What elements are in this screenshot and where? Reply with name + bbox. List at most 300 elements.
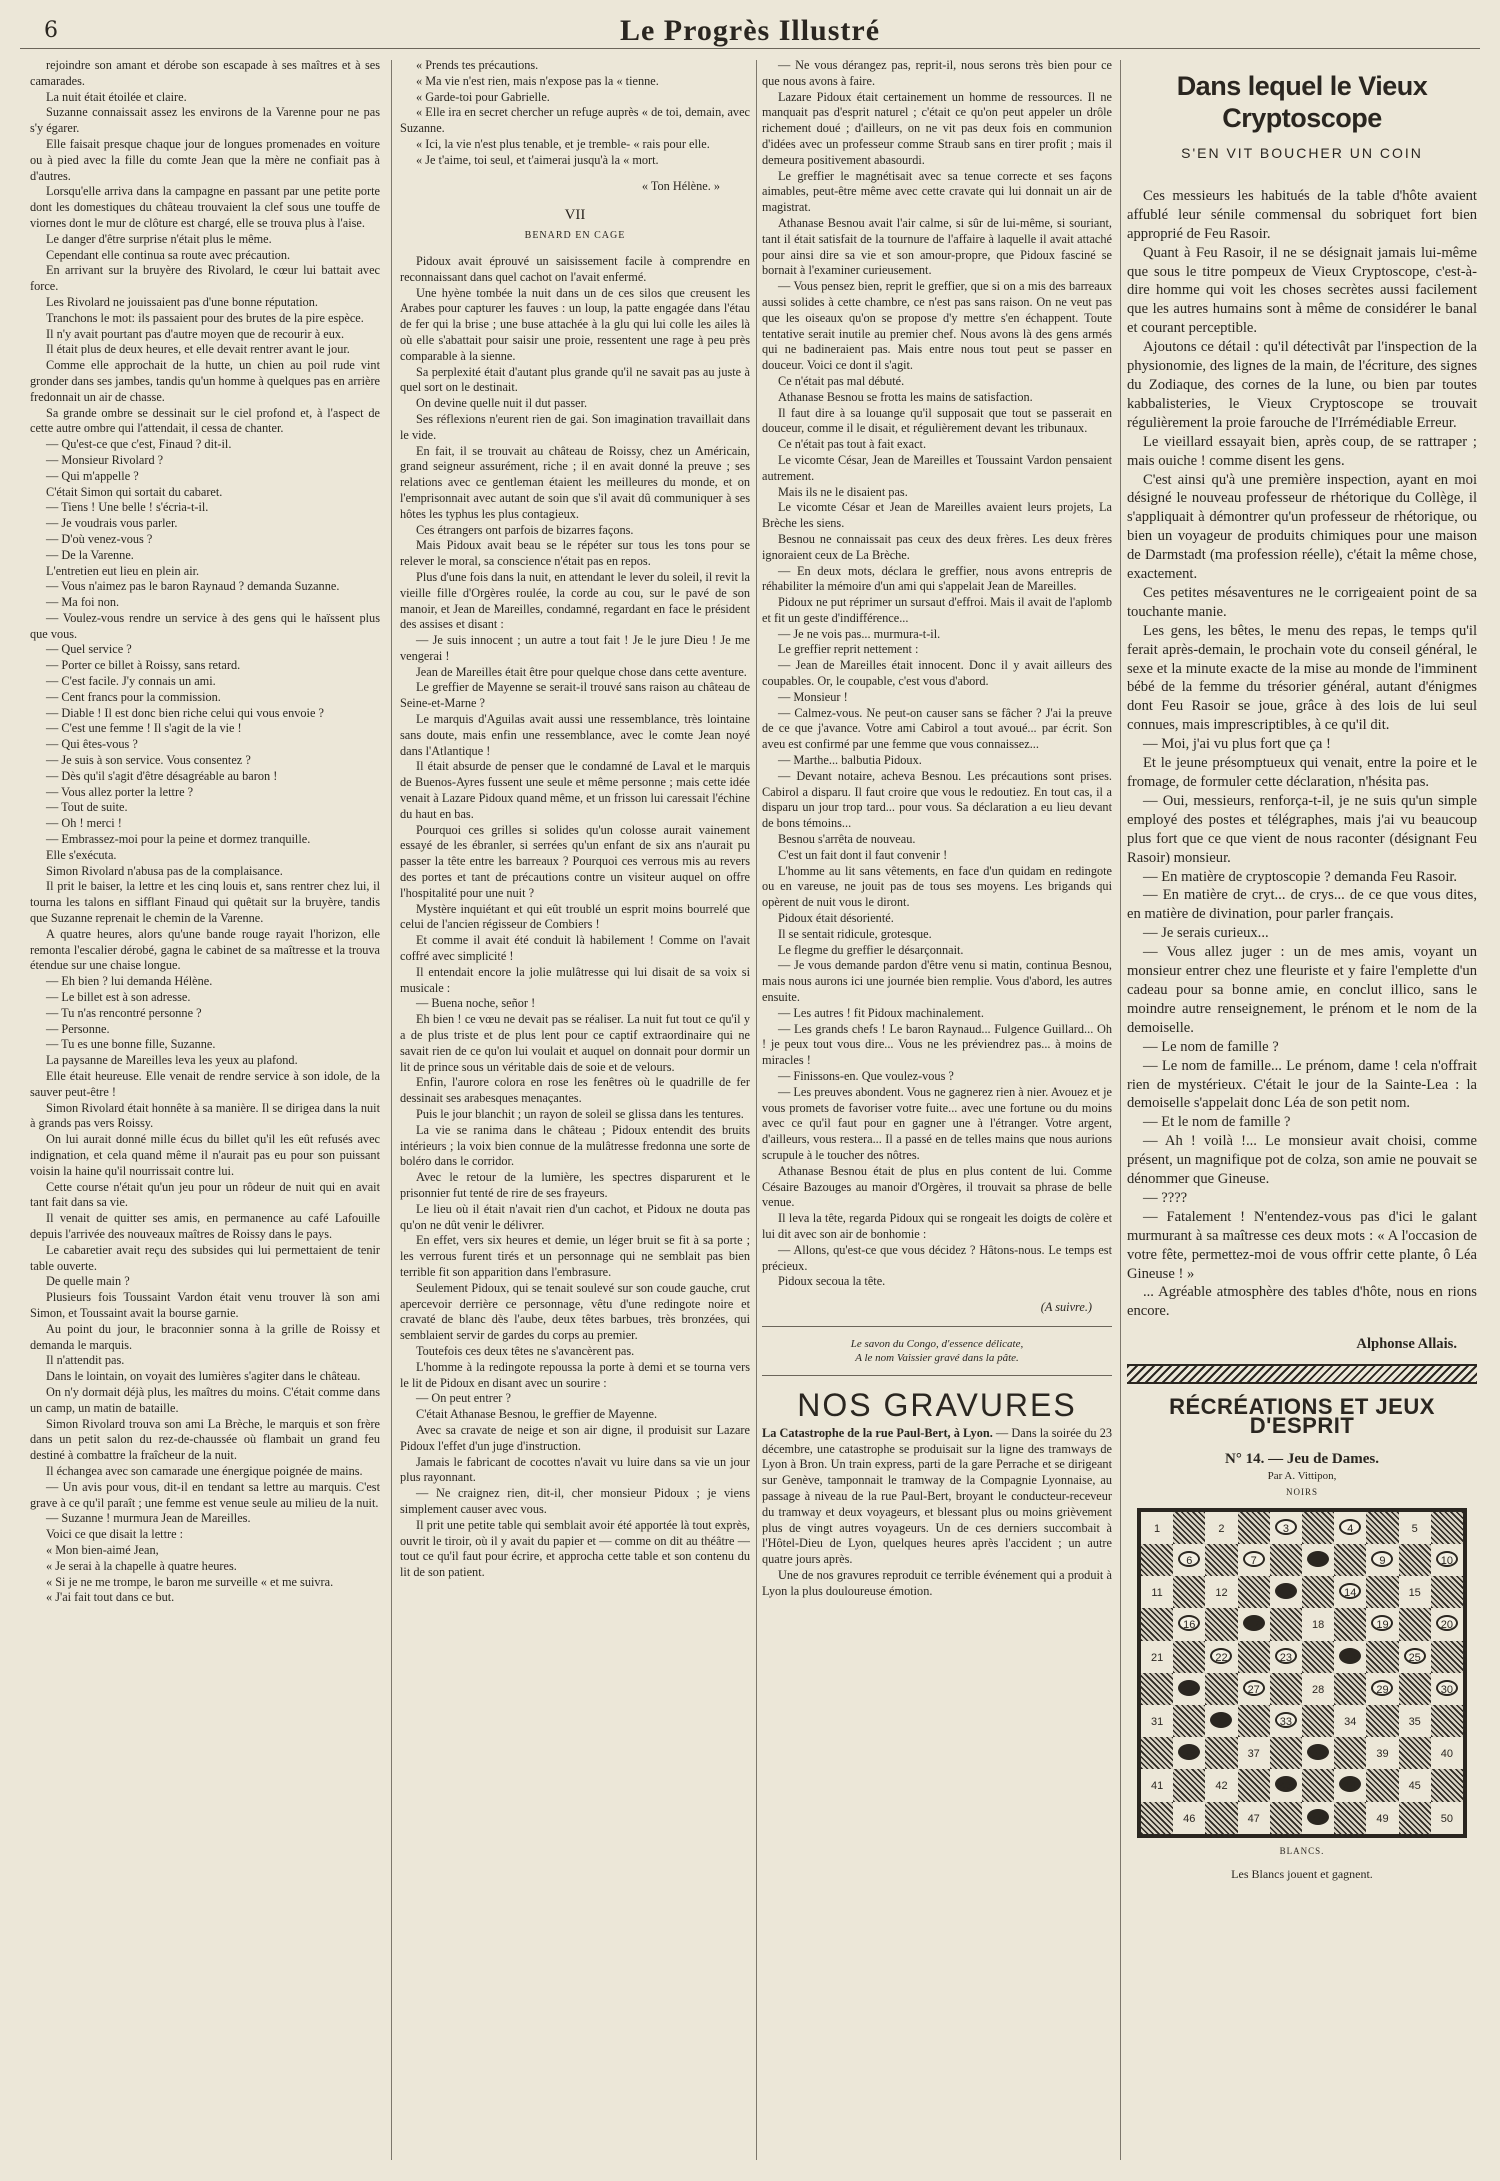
board-square xyxy=(1270,1512,1302,1544)
paragraph: — Oui, messieurs, renforça-t-il, je ne suis qu'un simple employé des postes et télégraphes, mais j'ai vu beaucoup plus fort que ce que vient de nous raconter (désignant Feu Rasoir) monsieur. xyxy=(1127,792,1477,866)
board-square xyxy=(1366,1737,1398,1769)
board-square xyxy=(1334,1737,1366,1769)
paragraph: Suzanne connaissait assez les environs de la Varenne pour ne pas s'y égarer. xyxy=(30,105,380,136)
square-number: 20 xyxy=(1440,1619,1454,1632)
paragraph: — Tiens ! Une belle ! s'écria-t-il. xyxy=(46,500,209,515)
paragraph: En arrivant sur la bruyère des Rivolard, le cœur lui battait avec force. xyxy=(30,263,380,294)
square-number: 17 xyxy=(1247,1619,1260,1632)
board-square xyxy=(1238,1544,1270,1576)
article-paragraph xyxy=(762,1426,1112,1568)
paragraph: On lui aurait donné mille écus du billet qu'il les eût refusés avec indignation, et cela quand même il n'aurait pas eu pour son puissant voisin la haine qu'il nourrissait contre lui. xyxy=(30,1132,380,1178)
paragraph: Le vicomte César, Jean de Mareilles et Toussaint Vardon pensaient autrement. xyxy=(762,452,1112,483)
paragraph: Pidoux avait éprouvé un saisissement facile à comprendre en reconnaissant dans quel cachot on l'avait enfermé. xyxy=(400,253,750,284)
paragraph: Enfin, l'aurore colora en rose les fenêtres où le quadrille de fer dessinait ses arabesques menaçantes. xyxy=(400,1075,750,1106)
paragraph: — Je ne vois pas... murmura-t-il. xyxy=(778,626,941,641)
board-square xyxy=(1334,1705,1366,1737)
paragraph: Pidoux secoua la tête. xyxy=(778,1274,886,1289)
board-square xyxy=(1173,1802,1205,1834)
paragraph: Plus d'une fois dans la nuit, en attendant le lever du soleil, il revit la vieille fille d'Orgères roulée, la corde au cou, sur le pavé de son manoir, et Jean de Mareilles, condamné, regardant en face le président des assises et disant : xyxy=(400,569,750,632)
paragraph: Le greffier reprit nettement : xyxy=(778,642,919,657)
paragraph: Mystère inquiétant et qui eût troublé un esprit moins bourrelé que celui de l'ancien régisseur de Combiers ! xyxy=(400,901,750,932)
column-rule xyxy=(391,60,392,2160)
serial-text xyxy=(762,58,1112,1290)
article-paragraph-2: Une de nos gravures reproduit ce terrible événement qui a produit à Lyon la plus douloureuse émotion. xyxy=(762,1567,1112,1598)
paragraph: Elle était heureuse. Elle venait de rendre service à son idole, de la sauver peut-être ! xyxy=(30,1069,380,1099)
paragraph: La paysanne de Mareilles leva les yeux au plafond. xyxy=(46,1053,298,1068)
noirs-label: NOIRS xyxy=(1285,1486,1318,1497)
square-number: 39 xyxy=(1376,1748,1389,1761)
paragraph: Besnou s'arrêta de nouveau. xyxy=(778,832,916,847)
column-2 xyxy=(400,58,750,2168)
board-square xyxy=(1366,1802,1398,1834)
board-square xyxy=(1173,1705,1205,1737)
board-square xyxy=(1302,1576,1334,1608)
paragraph: — Qui m'appelle ? xyxy=(46,468,139,483)
board-square xyxy=(1205,1576,1237,1608)
paragraph: Quant à Feu Rasoir, il ne se désignait jamais lui-même que sous le titre pompeux de Vieux Cryptoscope, c'est-à-dire homme qui voit les choses secrètes aussi facilement que les autres humains sont à même de considérer le banal et courant perceptible. xyxy=(1127,244,1477,337)
square-number: 12 xyxy=(1215,1587,1228,1600)
column-rule xyxy=(756,60,757,2160)
board-square xyxy=(1399,1737,1431,1769)
board-square xyxy=(1141,1802,1173,1834)
board-square xyxy=(1173,1769,1205,1801)
board-square xyxy=(1270,1576,1302,1608)
paragraph: — Embrassez-moi pour la peine et dormez tranquille. xyxy=(46,832,311,847)
page-number: 6 xyxy=(44,18,58,43)
paragraph: Lazare Pidoux était certainement un homme de ressources. Il ne manquait pas d'esprit naturel ; c'était ce qu'on peut appeler un drôle richement doué ; d'ailleurs, on ne vit pas deux fois en communion d'idées avec un professeur comme Straub sans en tirer profit ; mais il demeura positivement abasourdi. xyxy=(762,89,1112,167)
square-number: 34 xyxy=(1344,1716,1357,1728)
board-square xyxy=(1334,1512,1366,1544)
section-title: NOS GRAVURES xyxy=(797,1386,1077,1423)
board-square xyxy=(1205,1512,1237,1544)
paragraph: L'entretien eut lieu en plein air. xyxy=(46,563,200,578)
paragraph: Ses réflexions n'eurent rien de gai. Son imagination travaillait dans le vide. xyxy=(400,411,750,442)
paragraph: Besnou ne connaissait pas ceux des deux frères. Les deux frères ignoraient ceux de La Brèche. xyxy=(762,531,1112,562)
board-square xyxy=(1399,1544,1431,1576)
letter-text xyxy=(400,58,750,169)
square-number: 48 xyxy=(1311,1812,1325,1825)
paragraph: Il venait de quitter ses amis, en permanence au café Lafouille depuis l'arrivée des nouveaux maîtres de Roissy dans le pays. xyxy=(30,1211,380,1241)
square-number: 31 xyxy=(1150,1716,1164,1728)
board-square xyxy=(1366,1705,1398,1737)
paragraph: C'était Athanase Besnou, le greffier de Mayenne. xyxy=(416,1407,658,1422)
board-square xyxy=(1270,1769,1302,1801)
paragraph: Toutefois ces deux têtes ne s'avancèrent pas. xyxy=(416,1343,635,1358)
paragraph: « Ma vie n'est rien, mais n'expose pas la « tienne. xyxy=(416,73,659,88)
paragraph: « Prends tes précautions. xyxy=(416,58,539,72)
board-square xyxy=(1270,1737,1302,1769)
board-square xyxy=(1334,1802,1366,1834)
paragraph: — Le nom de famille ? xyxy=(1143,1038,1279,1055)
paragraph: — Je serais curieux... xyxy=(1143,925,1269,942)
square-number: 9 xyxy=(1379,1555,1386,1567)
paragraph: Le marquis d'Aguilas avait aussi une ressemblance, très lointaine sans doute, mais enfin une ressemblance, avec le comte Jean noyé dans l'Atlantique ! xyxy=(400,712,750,758)
paragraph: « J'ai fait tout dans ce but. xyxy=(46,1590,175,1605)
paragraph: Voici ce que disait la lettre : xyxy=(46,1527,184,1542)
paragraph: Le vieillard essayait bien, après coup, de se rattraper ; mais ouiche ! comme disent les gens. xyxy=(1127,433,1477,469)
paragraph: — Voulez-vous rendre un service à des gens qui le haïssent plus que vous. xyxy=(30,610,380,641)
board-square xyxy=(1366,1608,1398,1640)
paragraph: Seulement Pidoux, qui se tenait soulevé sur son coude gauche, crut apercevoir derrière ce personnage, vêtu d'une redingote noire et cravaté de blanc dès l'aube, deux têtes barbues, très bronzées, qui semblaient servir de gardes du corps au premier. xyxy=(400,1280,750,1343)
board-square xyxy=(1173,1641,1205,1673)
paragraph: Le vicomte César et Jean de Mareilles avaient leurs projets, La Brèche les siens. xyxy=(762,500,1112,531)
paragraph: — Personne. xyxy=(46,1021,110,1036)
paragraph: — Les preuves abondent. Vous ne gagnerez rien à nier. Avouez et je vous promets de favoriser votre fuite... avec une fortune ou du moins avec ce qu'il faut pour en gagner une à l'étranger. Votre argent, d'ailleurs, vous restera... Il a passé en de telles mains que nous aurions scrupule à le toucher des nôtres. xyxy=(762,1084,1112,1162)
board-square xyxy=(1302,1705,1334,1737)
board-square xyxy=(1366,1576,1398,1608)
board-square xyxy=(1334,1544,1366,1576)
paragraph: — Qui êtes-vous ? xyxy=(46,737,138,752)
paragraph: L'homme à la redingote repoussa la porte à demi et se tourna vers le lit de Pidoux en disant avec un sourire : xyxy=(400,1359,750,1390)
column-3 xyxy=(762,58,1112,2168)
column-4 xyxy=(1127,58,1477,2168)
paragraph: La vie se ranima dans le château ; Pidoux entendit des bruits intérieurs ; la voix bien connue de la mulâtresse fredonna une sorte de boléro dans le corridor. xyxy=(400,1122,750,1169)
chapter-number: VII xyxy=(564,207,586,224)
paragraph: Jean de Mareilles était être pour quelque chose dans cette aventure. xyxy=(416,664,747,679)
board-square xyxy=(1205,1544,1237,1576)
board-square xyxy=(1141,1576,1173,1608)
board-square xyxy=(1205,1705,1237,1737)
board-square xyxy=(1173,1544,1205,1576)
article-body: — Dans la soirée du 23 décembre, une catastrophe se produisait sur la ligne des tramways de Lyon à Bron. Un train express, parti de la gare Perrache et se dirigeant sur Genève, tamponnait le tramway de la Compagnie Lyonnaise, au passage à niveau de la rue Paul-Bert, broyant le conducteur-receveur du tramway et deux voyageurs, et blessant plus ou moins grièvement plus de vingt autres voyageurs. Un de ces derniers succombait à l'Hôtel-Dieu de Lyon, quelques heures après l'accident ; un autre quatre jours après. xyxy=(762,1425,1112,1567)
paragraph: C'était Simon qui sortait du cabaret. xyxy=(46,484,223,499)
paragraph: — Le billet est à son adresse. xyxy=(46,990,191,1005)
paragraph: Jamais le fabricant de cocottes n'avait vu luire dans sa vie un jour plus rayonnant. xyxy=(400,1454,750,1485)
paragraph: — Je suis innocent ; un autre a tout fait ! Je le jure Dieu ! Je me vengerai ! xyxy=(400,633,750,663)
paragraph: — En matière de cryptoscopie ? demanda Feu Rasoir. xyxy=(1143,868,1458,885)
board-square xyxy=(1302,1608,1334,1640)
advert-line-2: A le nom Vaissier gravé dans la pâte. xyxy=(855,1351,1019,1364)
paragraph: Il était absurde de penser que le condamné de Laval et le marquis de Buenos-Ayres fussent une seule et même personne ; mais cette idée venait à Lazare Pidoux quand même, et un frisson lui caressait l'échine du haut en bas. xyxy=(400,759,750,821)
board-square xyxy=(1205,1673,1237,1705)
paragraph: Elle s'exécuta. xyxy=(46,847,117,862)
board-square xyxy=(1173,1737,1205,1769)
paragraph: Les gens, les bêtes, le menu des repas, le temps qu'il ferait après-demain, le prochain vote du conseil général, le sexe et la minute exacte de la mise au monde de l'imminent bébé de la femme du trésorier général, autant d'énigmes dont Feu Rasoir se joue, grâce à des lois de lui seul connues, mais imprescriptibles, à ce qu'il dit. xyxy=(1127,622,1477,734)
square-number: 38 xyxy=(1311,1748,1325,1761)
square-number: 26 xyxy=(1183,1683,1196,1696)
board-square xyxy=(1431,1608,1463,1640)
paragraph: — Tu n'as rencontré personne ? xyxy=(46,1005,202,1020)
paragraph: — Eh bien ? lui demanda Hélène. xyxy=(46,974,213,989)
board-square xyxy=(1334,1673,1366,1705)
paragraph: On devine quelle nuit il dut passer. xyxy=(416,396,588,411)
square-number: 6 xyxy=(1186,1555,1193,1567)
board-square xyxy=(1141,1608,1173,1640)
chapter-text xyxy=(400,254,750,1581)
paragraph: Il se sentait ridicule, grotesque. xyxy=(778,926,932,941)
board-square xyxy=(1366,1673,1398,1705)
problem-caption: Les Blancs jouent et gagnent. xyxy=(1231,1866,1373,1881)
paragraph: — D'où venez-vous ? xyxy=(46,531,153,546)
board-square xyxy=(1141,1705,1173,1737)
board-square xyxy=(1399,1512,1431,1544)
paragraph: Avec le retour de la lumière, les spectres disparurent et le prisonnier fut tenté de rire de ses frayeurs. xyxy=(400,1170,750,1200)
paragraph: — Ne craignez rien, dit-il, cher monsieur Pidoux ; je viens simplement causer avec vous. xyxy=(400,1486,750,1516)
board-square xyxy=(1141,1544,1173,1576)
paragraph: Comme elle approchait de la hutte, un chien au poil rude vint gronder dans ses jambes, tandis qu'un homme à quelques pas en arrière fredonnait un air de chasse. xyxy=(30,358,380,404)
square-number: 49 xyxy=(1376,1812,1389,1825)
paragraph: Lorsqu'elle arriva dans la campagne en passant par une petite porte dont les domestiques du château trouvaient la clef sous une touffe de viornes dont le mur de clôture est chargé, elle se trouva plus à l'aise. xyxy=(30,184,380,230)
advert-line-1: Le savon du Congo, d'essence délicate, xyxy=(850,1337,1024,1350)
square-number: 43 xyxy=(1279,1780,1293,1793)
board-square xyxy=(1431,1802,1463,1834)
board-square xyxy=(1431,1512,1463,1544)
paragraph: ... Agréable atmosphère des tables d'hôte, nous en rions encore. xyxy=(1127,1284,1477,1320)
paragraph: — Ma foi non. xyxy=(46,595,120,610)
square-number: 18 xyxy=(1311,1619,1325,1632)
paragraph: — Vous pensez bien, reprit le greffier, que si on a mis des barreaux aussi solides à cette chambre, ce n'est pas sans raison. On ne veut pas que les oiseaux qu'on se propose d'y mettre s'en échappent. Toute tentative serait inutile au premier chef. Nous avons là des gens armés qui ne badineraient pas. Mais entre nous tout peut se passer en douceur. Voici ce dont il s'agit. xyxy=(762,279,1112,373)
board-square xyxy=(1238,1737,1270,1769)
paragraph: rejoindre son amant et dérobe son escapade à ses maîtres et à ses camarades. xyxy=(30,58,380,88)
paragraph: Ces messieurs les habitués de la table d'hôte avaient affublé leur sénile commensal du sobriquet fort bien approprié de Feu Rasoir. xyxy=(1127,187,1477,242)
paragraph: — Oh ! merci ! xyxy=(46,816,122,831)
paragraph: — Allons, qu'est-ce que vous décidez ? Hâtons-nous. Le temps est précieux. xyxy=(762,1242,1112,1273)
paragraph: Le lieu où il était n'avait rien d'un cachot, et Pidoux ne douta pas qu'on ne dût venir le délivrer. xyxy=(400,1201,750,1232)
square-number: 44 xyxy=(1344,1780,1357,1793)
paragraph: — Vous allez juger : un de mes amis, voyant un monsieur entrer chez une fleuriste et y faire l'emplette d'un cadeau pour sa bonne amie, en conclut illico, sans le moindre autre renseignement, le prénom et le nom de la demoiselle. xyxy=(1127,944,1477,1036)
paragraph: Simon Rivolard n'abusa pas de la complaisance. xyxy=(46,863,283,878)
paragraph: Le danger d'être surprise n'était plus le même. xyxy=(46,231,272,246)
board-square xyxy=(1334,1641,1366,1673)
paragraph: — Diable ! Il est donc bien riche celui qui vous envoie ? xyxy=(46,705,324,720)
board-square xyxy=(1366,1544,1398,1576)
board-square xyxy=(1302,1673,1334,1705)
square-number: 40 xyxy=(1440,1748,1454,1761)
square-number: 24 xyxy=(1344,1651,1357,1664)
square-number: 5 xyxy=(1411,1522,1418,1535)
board-square xyxy=(1238,1641,1270,1673)
column-rule xyxy=(1120,60,1121,2160)
paragraph: — Jean de Mareilles était innocent. Donc il y avait ailleurs des coupables. Or, le coupable, c'est vous d'abord. xyxy=(762,658,1112,689)
board-square xyxy=(1431,1705,1463,1737)
square-number: 46 xyxy=(1183,1812,1196,1825)
paragraph: — Calmez-vous. Ne peut-on causer sans se fâcher ? J'ai la preuve de ce que j'avance. Votre ami Cabirol a tout avoué... par écrit. Son aveu est confirmé par une femme que vous connaissez... xyxy=(762,705,1112,752)
square-number: 10 xyxy=(1440,1555,1454,1567)
square-number: 13 xyxy=(1279,1587,1293,1600)
paragraph: — Porter ce billet à Roissy, sans retard. xyxy=(46,658,241,673)
board-square xyxy=(1399,1802,1431,1834)
square-number: 29 xyxy=(1376,1683,1389,1696)
paragraph: — Marthe... balbutia Pidoux. xyxy=(778,753,922,768)
paragraph: — Finissons-en. Que voulez-vous ? xyxy=(778,1069,954,1083)
paragraph: C'est ainsi qu'à une première inspection, ayant en moi désigné le nouveau professeur de rhétorique du Collège, il s'appliquait à démontrer qu'un professeur de rhétorique, ou bien un voyageur de produits chimiques pour une maison de Darmstadt (ma profession réelle), c'était la même chose, exactement. xyxy=(1127,471,1477,583)
masthead-title: Le Progrès Illustré xyxy=(619,14,881,47)
paragraph: Simon Rivolard trouva son ami La Brèche, le marquis et son frère dans un petit salon du rez-de-chaussée où flambait un grand feu destiné à combattre la fraîcheur de la nuit. xyxy=(30,1416,380,1463)
square-number: 35 xyxy=(1408,1716,1421,1728)
square-number: 33 xyxy=(1279,1716,1293,1728)
board-square xyxy=(1238,1673,1270,1705)
story-title: Dans lequel le Vieux Cryptoscope xyxy=(1176,71,1428,133)
paragraph: Sa grande ombre se dessinait sur le ciel profond et, à l'aspect de cette autre ombre qui l'attendait, il cessa de chanter. xyxy=(30,405,380,436)
paragraph: Puis le jour blanchit ; un rayon de soleil se glissa dans les tentures. xyxy=(416,1107,744,1121)
paragraph: — Le nom de famille... Le prénom, dame ! cela n'offrait rien de mystérieux. C'était le jour de la Sainte-Lea : la demoiselle s'appelait donc Léa de son petit nom. xyxy=(1127,1057,1477,1112)
story-author: Alphonse Allais. xyxy=(1356,1336,1457,1353)
draughts-board xyxy=(1137,1508,1467,1838)
board-square xyxy=(1205,1737,1237,1769)
board-square xyxy=(1302,1544,1334,1576)
paragraph: — Je vous demande pardon d'être venu si matin, continua Besnou, mais nous aurons ici une journée bien remplie. Vous d'abord, les autres ensuite. xyxy=(762,958,1112,1005)
paragraph: — Suzanne ! murmura Jean de Mareilles. xyxy=(46,1511,251,1526)
paragraph: Eh bien ! ce vœu ne devait pas se réaliser. La nuit fut tout ce qu'il y a de plus triste et de plus lent pour ce captif extraordinaire qui ne savait rien de ce qu'on lui voulait et auquel on donnait pour dormir un lit de prince sous un véritable dais de soie et de velours. xyxy=(400,1012,750,1074)
paragraph: — Les autres ! fit Pidoux machinalement. xyxy=(778,1005,984,1020)
board-square xyxy=(1302,1737,1334,1769)
paragraph: — Et le nom de famille ? xyxy=(1143,1114,1291,1131)
square-number: 37 xyxy=(1247,1748,1260,1761)
paragraph: — Les grands chefs ! Le baron Raynaud... Fulgence Guillard... Oh ! je peux tout vous dire... Vous ne les préviendrez pas... à moins de miracles ! xyxy=(762,1021,1112,1068)
paragraph: Le cabaretier avait reçu des subsides qui lui permettaient de tenir table ouverte. xyxy=(30,1242,380,1273)
board-square xyxy=(1366,1512,1398,1544)
paragraph: — C'est facile. J'y connais un ami. xyxy=(46,674,216,689)
board-square xyxy=(1334,1769,1366,1801)
paragraph: Il prit le baiser, la lettre et les cinq louis et, sans rentrer chez lui, il tourna les talons en sifflant Finaud qui quêtait sur la bruyère, tandis que Suzanne reprenait le chemin de la Varenne. xyxy=(30,879,380,926)
paragraph: Et comme il avait été conduit là habilement ! Comme on l'avait coffré avec simplicité ! xyxy=(400,933,750,964)
board-square xyxy=(1238,1576,1270,1608)
paragraph: Cette course n'était qu'un jeu pour un rôdeur de nuit qui en avait tant fait dans sa vie. xyxy=(30,1179,380,1210)
square-number: 11 xyxy=(1151,1587,1163,1600)
board-square xyxy=(1238,1608,1270,1640)
square-number: 19 xyxy=(1376,1619,1389,1632)
square-number: 42 xyxy=(1215,1780,1228,1793)
paragraph: Ajoutons ce détail : qu'il détectivât par l'inspection de la physionomie, des lignes de la main, de l'écriture, des signes du Zodiaque, des cornes de la lune, ou bien par toutes kabbalisteries, le Vieux Cryptoscope se trouvait régulièrement la proie farouche de l'Irrémédiable Erreur. xyxy=(1127,339,1477,431)
story-text xyxy=(1127,187,1477,1321)
board-square xyxy=(1366,1641,1398,1673)
board-square xyxy=(1270,1544,1302,1576)
problem-title: N° 14. — Jeu de Dames. xyxy=(1225,1451,1379,1467)
board-square xyxy=(1366,1769,1398,1801)
paragraph: Et le jeune présomptueux qui venait, entre la poire et le fromage, de formuler cette déclaration, n'hésita pas. xyxy=(1127,755,1477,790)
paragraph: « Elle ira en secret chercher un refuge auprès « de toi, demain, avec Suzanne. xyxy=(400,105,750,136)
paragraph: « Je t'aime, toi seul, et t'aimerai jusqu'à la « mort. xyxy=(416,152,659,167)
paragraph: Sa perplexité était d'autant plus grande qu'il ne savait pas au juste à quel sort on le destinait. xyxy=(400,364,750,395)
square-number: 28 xyxy=(1311,1683,1325,1696)
paragraph: Il échangea avec son camarade une énergique poignée de mains. xyxy=(46,1463,363,1478)
advert xyxy=(762,1337,1112,1365)
square-number: 41 xyxy=(1150,1780,1164,1793)
board-square xyxy=(1302,1769,1334,1801)
square-number: 4 xyxy=(1347,1522,1354,1535)
paragraph: — Vous n'aimez pas le baron Raynaud ? demanda Suzanne. xyxy=(46,579,340,594)
paragraph: Les Rivolard ne jouissaient pas d'une bonne réputation. xyxy=(46,294,319,309)
article-title: La Catastrophe de la rue Paul-Bert, à Lyon. xyxy=(762,1425,993,1440)
board-square xyxy=(1205,1802,1237,1834)
paragraph: Cependant elle continua sa route avec précaution. xyxy=(46,247,291,262)
paragraph: Il faut dire à sa louange qu'il supposait que tout se passerait en douceur, comme il le disait, et régulièrement devant les tribunaux. xyxy=(762,405,1112,436)
board-square xyxy=(1431,1544,1463,1576)
ornament-divider xyxy=(1127,1364,1477,1384)
paragraph: La nuit était étoilée et claire. xyxy=(46,89,187,104)
paragraph: Ces étrangers ont parfois de bizarres façons. xyxy=(416,522,634,537)
board-square xyxy=(1399,1608,1431,1640)
board-square xyxy=(1238,1802,1270,1834)
square-number: 23 xyxy=(1279,1651,1293,1664)
paragraph: — Ah ! voilà !... Le monsieur avait choisi, comme présent, un magnifique pot de colza, son amie ne pouvait se dénommer que Gineuse. xyxy=(1127,1133,1477,1188)
paragraph: — Fatalement ! N'entendez-vous pas d'ici le galant murmurant à sa maîtresse ces deux mots : « A l'occasion de votre fête, permettez-moi de vous offrir cette plante, ô Léa Gineuse ! » xyxy=(1127,1208,1477,1282)
square-number: 45 xyxy=(1408,1780,1421,1793)
board-square xyxy=(1270,1673,1302,1705)
board-square xyxy=(1302,1512,1334,1544)
square-number: 32 xyxy=(1215,1716,1228,1728)
board-square xyxy=(1270,1641,1302,1673)
paragraph: — Monsieur ! xyxy=(778,689,848,704)
square-number: 25 xyxy=(1408,1651,1421,1664)
board-square xyxy=(1302,1802,1334,1834)
paragraph: — Dès qu'il s'agit d'être désagréable au baron ! xyxy=(46,768,278,783)
board-square xyxy=(1431,1576,1463,1608)
paragraph: — De la Varenne. xyxy=(46,547,134,562)
square-number: 30 xyxy=(1440,1683,1454,1696)
paragraph: Pourquoi ces grilles si solides qu'un colosse aurait vainement essayé de les ébranler, si serrées qu'un enfant de six ans n'aurait pu passer la tête entre les barreaux ? Pourquoi ces verrous mis au revers des portes et tant de précautions contre un visiteur auquel on offre l'hospitalité pour une nuit ? xyxy=(400,822,750,900)
board-square xyxy=(1141,1641,1173,1673)
paragraph: — Buena noche, señor ! xyxy=(416,996,536,1011)
board-square xyxy=(1431,1641,1463,1673)
paragraph: En effet, vers six heures et demie, un léger bruit se fit à sa porte ; les verrous furent tirés et un personnage qui ne semblait pas bien terrible fit son apparition dans l'embrasure. xyxy=(400,1233,750,1279)
board-square xyxy=(1238,1705,1270,1737)
paragraph: Mais ils ne le disaient pas. xyxy=(778,484,908,499)
paragraph: — Vous allez porter la lettre ? xyxy=(46,784,194,799)
to-be-continued: (A suivre.) xyxy=(1040,1300,1092,1315)
paragraph: — Un avis pour vous, dit-il en tendant sa lettre au marquis. C'est grave à ce qu'il paraît ; une femme est venue seule au milieu de la nuit. xyxy=(30,1479,380,1510)
paragraph: « Si je ne me trompe, le baron me surveille « et me suivra. xyxy=(46,1574,334,1589)
board-square xyxy=(1431,1673,1463,1705)
paragraph: Pidoux ne put réprimer un sursaut d'effroi. Mais il avait de l'aplomb et fit un geste d'indifférence... xyxy=(762,595,1112,625)
paragraph: Le greffier le magnétisait avec sa tenue correcte et ses façons aimables, peut-être même avec cette cravate qui lui donnait un air de magistrat. xyxy=(762,168,1112,215)
square-number: 3 xyxy=(1282,1522,1289,1535)
paragraph: — C'est une femme ! Il s'agit de la vie ! xyxy=(46,721,242,736)
paragraph: Elle faisait presque chaque jour de longues promenades en voiture ou à pied avec la fille du comte Jean que la mère ne confiait pas à d'autres. xyxy=(30,136,380,183)
paragraph: — Devant notaire, acheva Besnou. Les précautions sont prises. Cabirol a disparu. Il faut croire que vous le redoutiez. En tout cas, il a disparu un jour trop tard... pour vous. Sa déclaration a eu lieu devant de bons témoins... xyxy=(762,768,1112,831)
paragraph: Ce n'était pas tout à fait exact. xyxy=(778,437,927,452)
board-square xyxy=(1399,1641,1431,1673)
paragraph: Au point du jour, le braconnier sonna à la grille de Roissy et demanda le marquis. xyxy=(30,1321,380,1352)
paragraph: — Cent francs pour la commission. xyxy=(46,689,221,704)
board-square xyxy=(1399,1705,1431,1737)
paragraph: « Garde-toi pour Gabrielle. xyxy=(416,89,550,104)
board-square xyxy=(1141,1737,1173,1769)
paragraph: Mais Pidoux avait beau se le répéter sur tous les tons pour se relever le moral, sa conscience n'était pas en repos. xyxy=(400,538,750,569)
paragraph: « Ici, la vie n'est plus tenable, et je tremble- « rais pour elle. xyxy=(416,136,710,151)
paragraph: Tranchons le mot: ils passaient pour des brutes de la pire espèce. xyxy=(46,310,364,325)
paragraph: — Ne vous dérangez pas, reprit-il, nous serons très bien pour ce que nous avons à faire. xyxy=(762,58,1112,88)
paragraph: L'homme au lit sans vêtements, en face d'un quidam en redingote ou en vareuse, ne jouit pas de tous ses moyens. Les brigands qui opèrent de nuit vous le diront. xyxy=(762,863,1112,910)
square-number: 15 xyxy=(1408,1587,1421,1600)
board-square xyxy=(1205,1769,1237,1801)
paragraph: — Je voudrais vous parler. xyxy=(46,516,178,531)
paragraph: — Qu'est-ce que c'est, Finaud ? dit-il. xyxy=(46,437,232,452)
board-square xyxy=(1173,1576,1205,1608)
board-square xyxy=(1173,1512,1205,1544)
paragraph: « Mon bien-aimé Jean, xyxy=(46,1542,159,1557)
blancs-label: BLANCS. xyxy=(1279,1845,1325,1856)
board-square xyxy=(1399,1576,1431,1608)
paragraph: Athanase Besnou se frotta les mains de satisfaction. xyxy=(778,389,1033,404)
paragraph: Simon Rivolard était honnête à sa manière. Il se dirigea dans la nuit à grands pas vers Roissy. xyxy=(30,1100,380,1131)
story-subtitle: S'EN VIT BOUCHER UN COIN xyxy=(1181,145,1423,161)
square-number: 21 xyxy=(1150,1651,1164,1664)
square-number: 47 xyxy=(1247,1812,1260,1825)
board-square xyxy=(1399,1673,1431,1705)
board-square xyxy=(1238,1512,1270,1544)
square-number: 14 xyxy=(1344,1587,1357,1600)
board-square xyxy=(1270,1705,1302,1737)
paragraph: — En matière de cryt... de crys... de ce que vous dites, en matière de divination, pour parler français. xyxy=(1127,887,1477,923)
paragraph: Il n'attendit pas. xyxy=(46,1353,125,1368)
paragraph: Plusieurs fois Toussaint Vardon était venu trouver là son ami Simon, et Toussaint avait la bourse garnie. xyxy=(30,1290,380,1320)
letter-signature: « Ton Hélène. » xyxy=(641,178,720,193)
paragraph: — En deux mots, déclara le greffier, nous avons entrepris de réhabiliter la mémoire d'un ami qui s'appelait Jean de Mareilles. xyxy=(762,563,1112,594)
square-number: 7 xyxy=(1250,1555,1257,1567)
paragraph: — Tout de suite. xyxy=(46,800,128,815)
paragraph: C'est un fait dont il faut convenir ! xyxy=(778,847,948,862)
